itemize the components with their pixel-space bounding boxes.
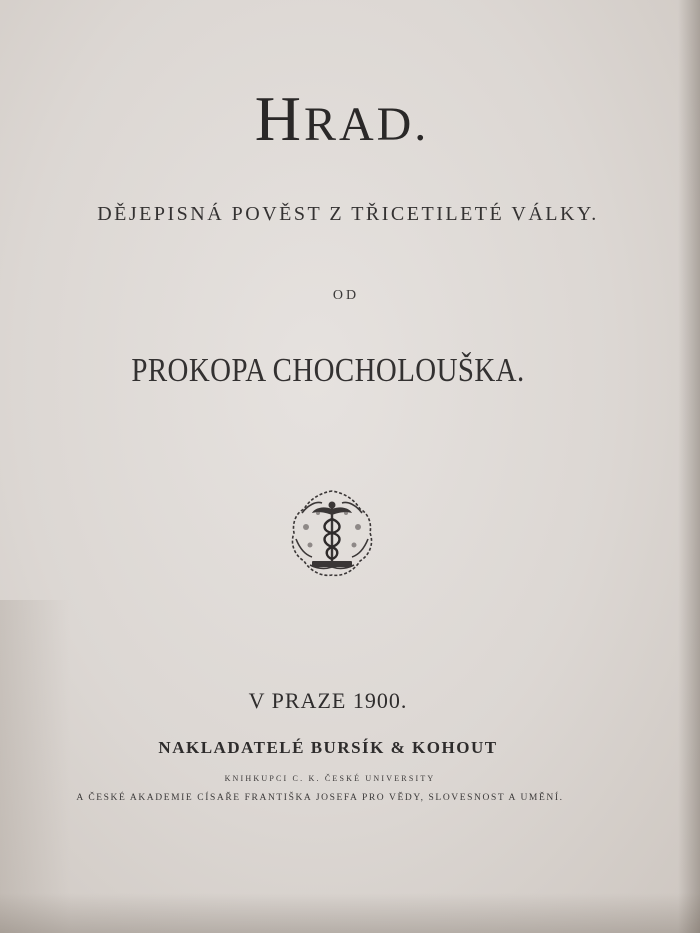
paper-wear [0,600,70,933]
academy-line: A ČESKÉ AKADEMIE CÍSAŘE FRANTIŠKA JOSEFA PRO VĚDY, SLOVESNOST A UMĚNÍ. [76,793,564,803]
page-bottom-shadow [0,893,700,933]
caduceus-emblem-icon [282,483,382,583]
place-and-year: V PRAZE 1900. [248,688,408,713]
title-initial: H [254,83,304,154]
book-subtitle: DĚJEPISNÁ POVĚST Z TŘICETILETÉ VÁLKY. [97,203,599,225]
author-name: PROKOPA CHOCHOLOUŠKA. [131,352,525,389]
by-label: OD [332,288,360,303]
title-rest: RAD. [303,98,430,151]
book-title [0,82,692,156]
publisher-name: NAKLADATELÉ BURSÍK & KOHOUT [158,738,498,757]
page-edge-shadow [678,0,700,933]
bookseller-line: KNIHKUPCI C. K. ČESKÉ UNIVERSITY [224,774,436,783]
